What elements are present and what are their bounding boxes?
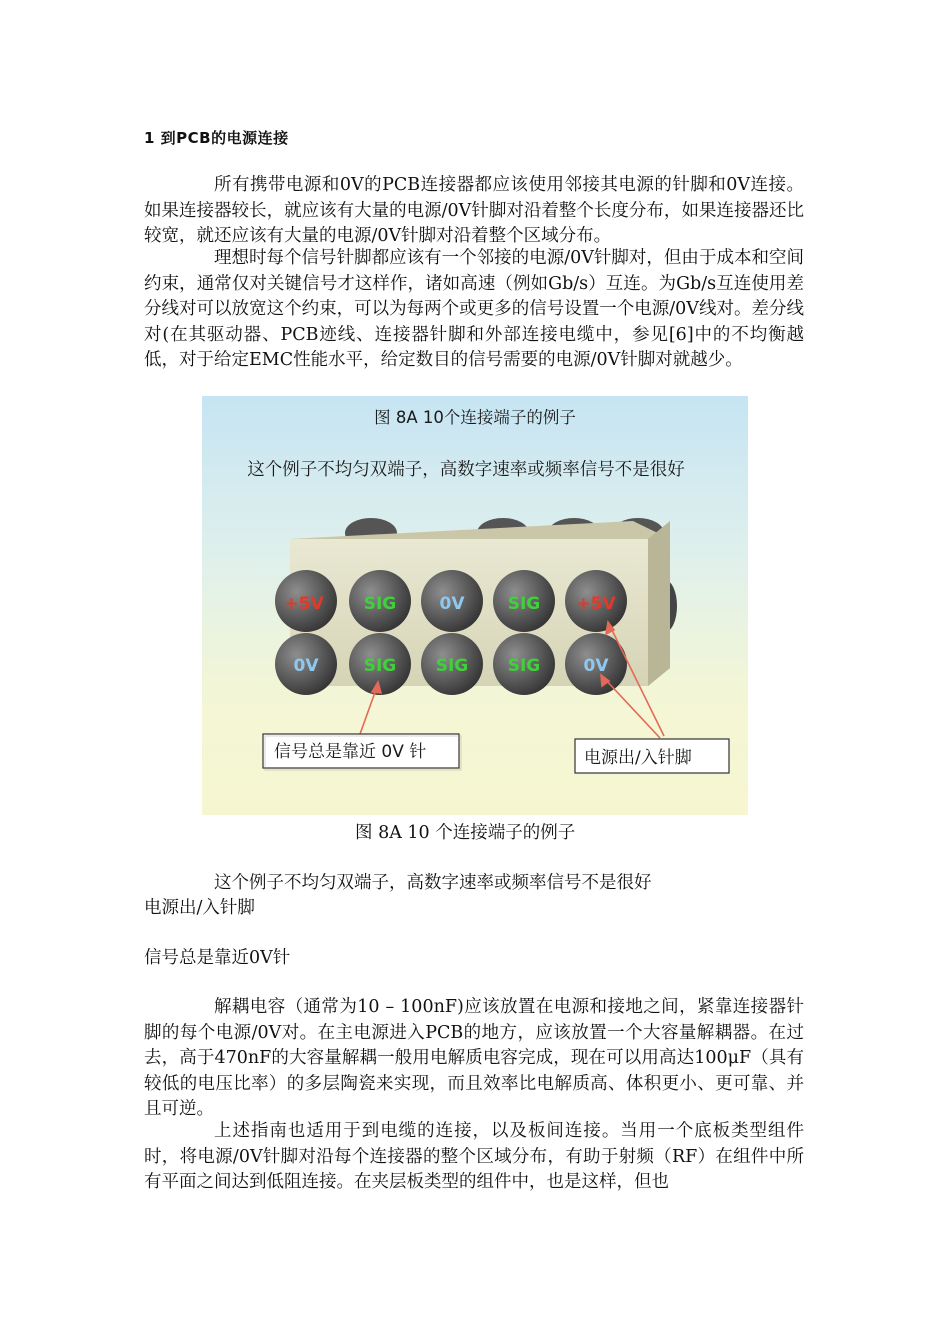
figure-title: 图 8A 10个连接端子的例子 (374, 408, 576, 427)
figure-subtitle: 这个例子不均匀双端子，高数字速率或频率信号不是很好 (247, 460, 685, 480)
pin-label: SIG (363, 594, 397, 614)
paragraph-4: 解耦电容（通常为10 – 100nF)应该放置在电源和接地之间，紧靠连接器针脚的每个电源/0V对。在主电源进入PCB的地方，应该放置一个大容量解耦器。在过去，高于470nF的大容量解耦一般用电解质电容完成，现在可以用高达100μF（具有较低的电压比率）的多层陶瓷来实现，而且效率比电解质高、体积更小、更可靠、并且可逆。 (144, 997, 804, 1119)
callout-left-text: 信号总是靠近 0V 针 (274, 742, 427, 762)
pin-label: SIG (363, 656, 397, 676)
figure-text-line-1: 这个例子不均匀双端子，高数字速率或频率信号不是很好 (214, 873, 652, 893)
pin-label: 0V (439, 594, 465, 614)
pin-5-top (565, 570, 627, 632)
pin-3-bottom (421, 633, 483, 695)
section-heading: 1 到PCB的电源连接 (144, 129, 289, 147)
pin-label: SIG (435, 656, 469, 676)
figure-text-line-3: 信号总是靠近0V针 (144, 948, 291, 968)
figure-caption: 图 8A 10 个连接端子的例子 (355, 823, 576, 843)
pin-1-bottom (275, 633, 337, 695)
paragraph-1: 所有携带电源和0V的PCB连接器都应该使用邻接其电源的针脚和0V连接。如果连接器较长，就应该有大量的电源/0V针脚对沿着整个长度分布，如果连接器还比较宽，就还应该有大量的电源/0V针脚对沿着整个区域分布。 (144, 175, 804, 246)
callout-right (575, 739, 729, 773)
pin-2-bottom (349, 633, 411, 695)
connector-figure (202, 396, 748, 815)
pin-label: +5V (284, 594, 324, 614)
pin-4-top (493, 570, 555, 632)
callout-left (263, 734, 461, 770)
pin-1-top (275, 570, 337, 632)
paragraph-2: 理想时每个信号针脚都应该有一个邻接的电源/0V针脚对，但由于成本和空间约束，通常仅对关键信号才这样作，诸如高速（例如Gb/s）互连。为Gb/s互连使用差分线对可以放宽这个约束，可以为每两个或更多的信号设置一个电源/0V线对。差分线对(在其驱动器、PCB迹线、连接器针脚和外部连接电缆中，参见[6]中的不均衡越低，对于给定EMC性能水平，给定数目的信号需要的电源/0V针脚对就越少。 (144, 248, 804, 370)
paragraph-5: 上述指南也适用于到电缆的连接，以及板间连接。当用一个底板类型组件时，将电源/0V针脚对沿每个连接器的整个区域分布，有助于射频（RF）在组件中所有平面之间达到低阻连接。在夹层板类型的组件中，也是这样，但也 (144, 1121, 804, 1192)
pin-2-top (349, 570, 411, 632)
pin-label: 0V (293, 656, 319, 676)
pin-label: +5V (576, 594, 616, 614)
figure-text-line-2: 电源出/入针脚 (144, 898, 255, 918)
pin-label: 0V (583, 656, 609, 676)
callout-right-text: 电源出/入针脚 (584, 748, 692, 768)
pin-label: SIG (507, 656, 541, 676)
pin-3-top (421, 570, 483, 632)
pin-4-bottom (493, 633, 555, 695)
pin-label: SIG (507, 594, 541, 614)
